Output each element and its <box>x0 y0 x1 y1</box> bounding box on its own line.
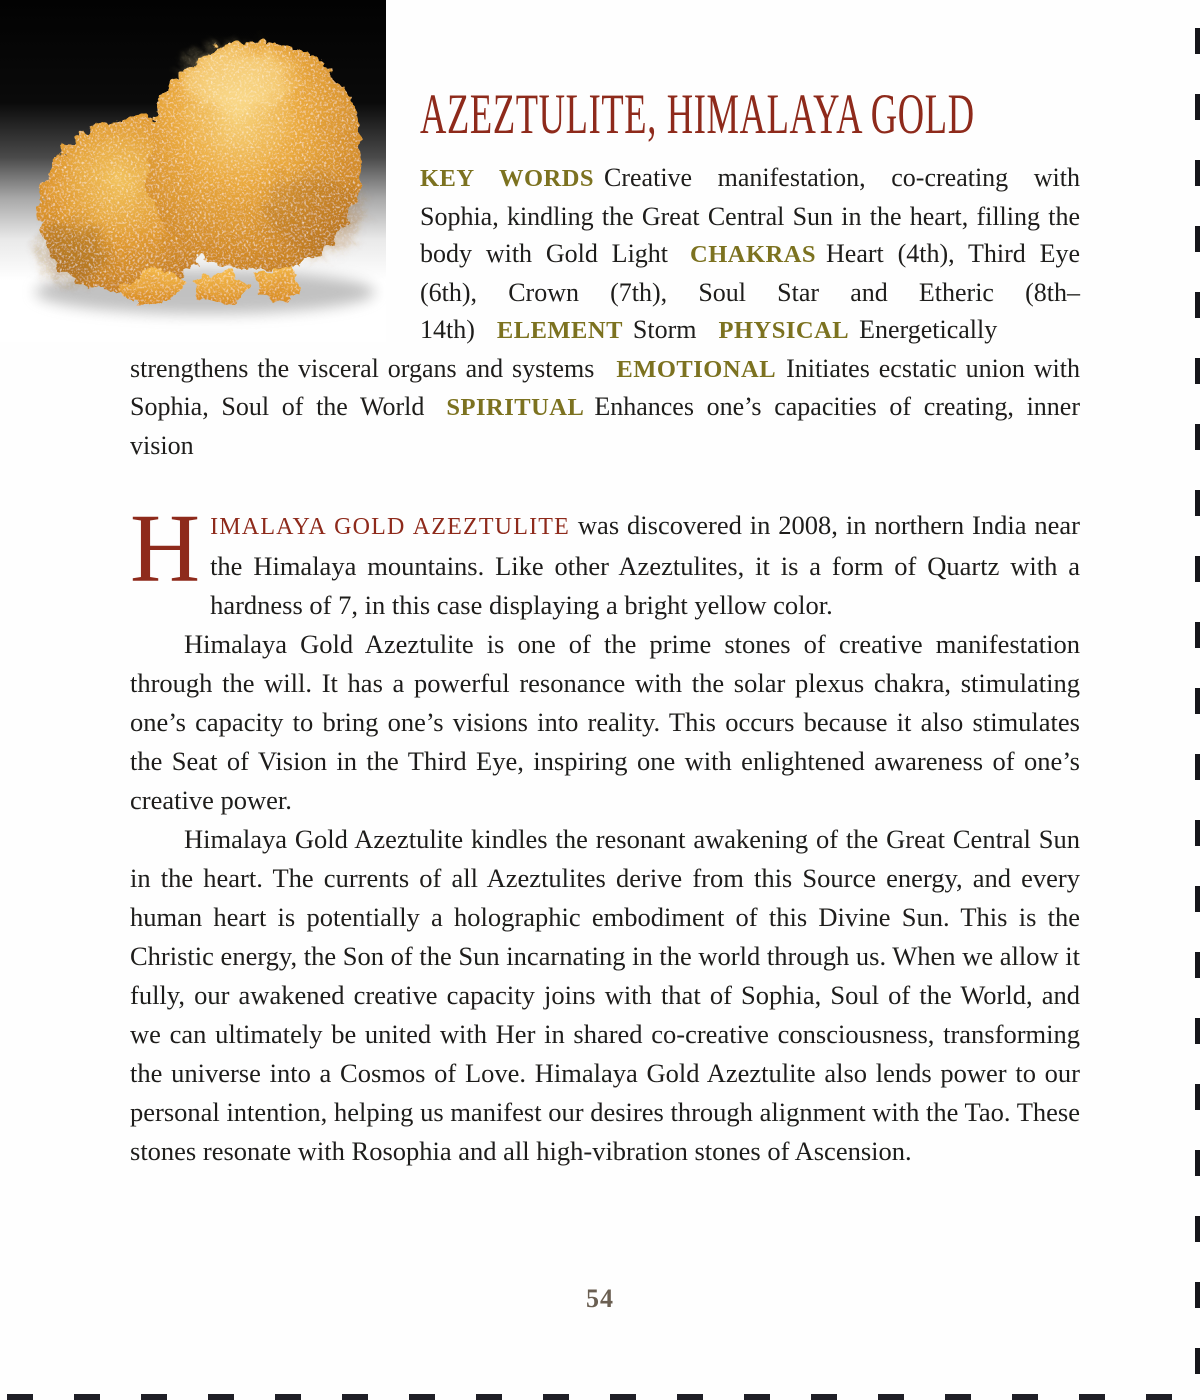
fore-edge-ticks-bottom <box>7 1394 1200 1400</box>
page-title-text: AZEZTULITE, HIMALAYA GOLD <box>420 83 975 146</box>
article-body <box>130 495 1081 1171</box>
property-text-element: Storm <box>632 315 697 344</box>
property-label-key-words: KEY WORDS <box>420 165 595 192</box>
lead-small-caps: IMALAYA GOLD AZEZTULITE <box>210 514 570 540</box>
paragraph-lead-text: was discovered in 2008, in northern India near the Himalaya mountains. Like other Azeztulites, it is a form of Quartz with a hardness of 7, in this case displaying a bright yellow color. <box>210 510 1081 620</box>
property-text-chakras: Heart (4th), Third Eye (6th), Crown (7th), Soul Star and Etheric (8th–14th) <box>420 239 1080 344</box>
property-text-spiritual: Enhances one’s capacities of creating, inner vision <box>130 392 1081 460</box>
stone-photo <box>0 0 386 342</box>
paragraph-2: Himalaya Gold Azeztulite is one of the prime stones of creative manifestation through the will. It has a powerful resonance with the solar plexus chakra, stimulating one’s capacity to bring one’s visions into reality. This occurs because it also stimulates the Seat of Vision in the Third Eye, inspiring one with enlightened awareness of one’s creative power. <box>130 629 1080 815</box>
drop-cap: H <box>130 495 201 602</box>
property-text-emotional: Initiates ecstatic union with Sophia, Soul of the World <box>130 353 1080 421</box>
property-label-spiritual: SPIRITUAL <box>446 394 585 421</box>
stone-photo-illustration <box>0 0 386 342</box>
property-label-chakras: CHAKRAS <box>690 241 817 268</box>
property-label-emotional: EMOTIONAL <box>616 355 777 383</box>
property-text-physical: Energetically strengthens the visceral organs and systems <box>130 315 998 383</box>
paragraph-3: Himalaya Gold Azeztulite kindles the resonant awakening of the Great Central Sun in the heart. The currents of all Azeztulites derive from this Source energy, and every human heart is potentially a holographic embodiment of this Divine Sun. This is the Christic energy, the Son of the Sun incarnating in the world through us. When we allow it fully, our awakened creative capacity joins with that of Sophia, Soul of the World, and we can ultimately be united with Her in shared co-creative consciousness, transforming the universe into a Cosmos of Love. Himalaya Gold Azeztulite also lends power to our personal intention, helping us manifest our desires through alignment with the Tao. These stones resonate with Rosophia and all high-vibration stones of Ascension. <box>130 824 1080 1166</box>
fore-edge-ticks-right <box>1195 28 1200 1400</box>
paragraph-lead <box>130 495 1081 625</box>
property-label-physical: PHYSICAL <box>718 317 850 344</box>
page-number: 54 <box>586 1284 614 1313</box>
property-text-key-words: Creative manifestation, co-creating with Sophia, kindling the Great Central Sun in the heart, filling the body with Gold Light <box>420 163 1080 268</box>
property-label-element: ELEMENT <box>496 317 623 344</box>
